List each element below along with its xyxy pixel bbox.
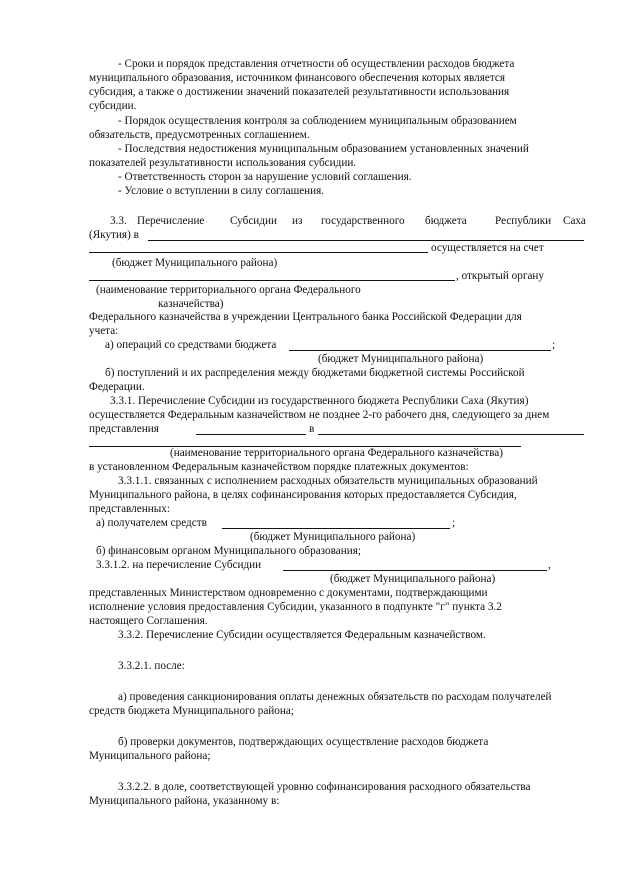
text-line: - Сроки и порядок представления отчетности об осуществлении расходов бюджета <box>118 58 515 70</box>
text-line: учета: <box>89 325 119 337</box>
text-line: 3.3.2.2. в доле, соответствующей уровню софинансирования расходного обязательства <box>118 781 531 793</box>
text-line: б) проверки документов, подтверждающих осуществление расходов бюджета <box>118 736 489 748</box>
text-line: б) поступлений и их распределения между бюджетами бюджетной системы Российской <box>105 367 525 379</box>
text-line: в установленном Федеральным казначейством порядке платежных документов: <box>89 461 469 473</box>
text-line: 3.3.2.1. после: <box>118 660 185 672</box>
text-line: Федерального казначейства в учреждении Центрального банка Российской Федерации для <box>89 311 522 323</box>
text-line: Федерации. <box>89 381 145 393</box>
text-line: осуществляется на счет <box>431 242 544 254</box>
fill-in-line <box>148 240 584 241</box>
field-caption: (бюджет Муниципального района) <box>112 257 278 269</box>
fill-in-line <box>289 350 551 351</box>
text-line: , открытый органу <box>456 270 544 282</box>
fill-in-line <box>89 252 428 253</box>
text-line: представления <box>89 423 159 435</box>
text-line: осуществляется Федеральным казначейством не позднее 2-го рабочего дня, следующего за днем <box>89 409 550 421</box>
text-line: субсидия, а также о достижении значений показателей результативности использования <box>89 86 510 98</box>
text-line: субсидии. <box>89 100 137 112</box>
field-caption: (наименование территориального органа Федерального казначейства) <box>170 447 503 459</box>
text-line: ; <box>552 339 556 351</box>
text-line: Муниципального района, в целях софинансирования которых предоставляется Субсидия, <box>89 489 517 501</box>
text-word: Саха <box>563 215 586 227</box>
text-line: 3.3.1. Перечисление Субсидии из государственного бюджета Республики Саха (Якутия) <box>110 395 529 407</box>
fill-in-line <box>318 434 584 435</box>
text-word: 3.3. <box>110 215 127 227</box>
text-line: (Якутия) в <box>89 229 139 241</box>
field-caption: казначейства) <box>158 298 224 310</box>
text-line: муниципального образования, источником финансового обеспечения которых является <box>89 72 505 84</box>
text-line: - Ответственность сторон за нарушение условий соглашения. <box>118 171 412 183</box>
text-line: 3.3.1.2. на перечисление Субсидии <box>96 559 262 571</box>
text-line: 3.3.2. Перечисление Субсидии осуществляется Федеральным казначейством. <box>118 629 486 641</box>
text-line: Муниципального района; <box>89 750 211 762</box>
text-word: Перечисление <box>137 215 205 227</box>
text-word: Республики <box>495 215 552 227</box>
text-line: показателей результативности использования субсидии. <box>89 157 357 169</box>
fill-in-line <box>283 570 547 571</box>
text-line: а) проведения санкционирования оплаты денежных обязательств по расходам получателей <box>118 691 552 703</box>
text-line: ; <box>452 517 456 529</box>
fill-in-line <box>222 528 450 529</box>
text-line: исполнение условия предоставления Субсидии, указанного в подпункте "г" пункта 3.2 <box>89 601 502 613</box>
field-caption: (бюджет Муниципального района) <box>330 573 496 585</box>
text-line: представленных: <box>89 503 170 515</box>
text-word: из <box>292 215 303 227</box>
text-line: - Последствия недостижения муниципальным образованием установленных значений <box>118 143 529 155</box>
text-line: а) операций со средствами бюджета <box>105 339 277 351</box>
text-line: обязательств, предусмотренных соглашением. <box>89 129 310 141</box>
text-line: представленных Министерством одновременно с документами, подтверждающими <box>89 587 488 599</box>
text-line: в <box>309 423 315 435</box>
text-line: - Порядок осуществления контроля за соблюдением муниципальным образованием <box>118 115 517 127</box>
fill-in-line <box>89 280 455 281</box>
text-line: 3.3.1.1. связанных с исполнением расходных обязательств муниципальных образований <box>118 475 538 487</box>
text-line: настоящего Соглашения. <box>89 615 208 627</box>
field-caption: (бюджет Муниципального района) <box>250 531 416 543</box>
text-word: бюджета <box>425 215 467 227</box>
fill-in-line <box>196 434 306 435</box>
text-line: средств бюджета Муниципального района; <box>89 705 294 717</box>
text-word: Субсидии <box>230 215 277 227</box>
text-line: Муниципального района, указанному в: <box>89 795 280 807</box>
text-line: а) получателем средств <box>96 517 207 529</box>
text-line: , <box>548 559 551 571</box>
text-line: б) финансовым органом Муниципального образования; <box>96 545 361 557</box>
text-line: - Условие о вступлении в силу соглашения. <box>118 185 325 197</box>
field-caption: (наименование территориального органа Федерального <box>96 284 361 296</box>
text-word: государственного <box>321 215 405 227</box>
field-caption: (бюджет Муниципального района) <box>318 353 484 365</box>
